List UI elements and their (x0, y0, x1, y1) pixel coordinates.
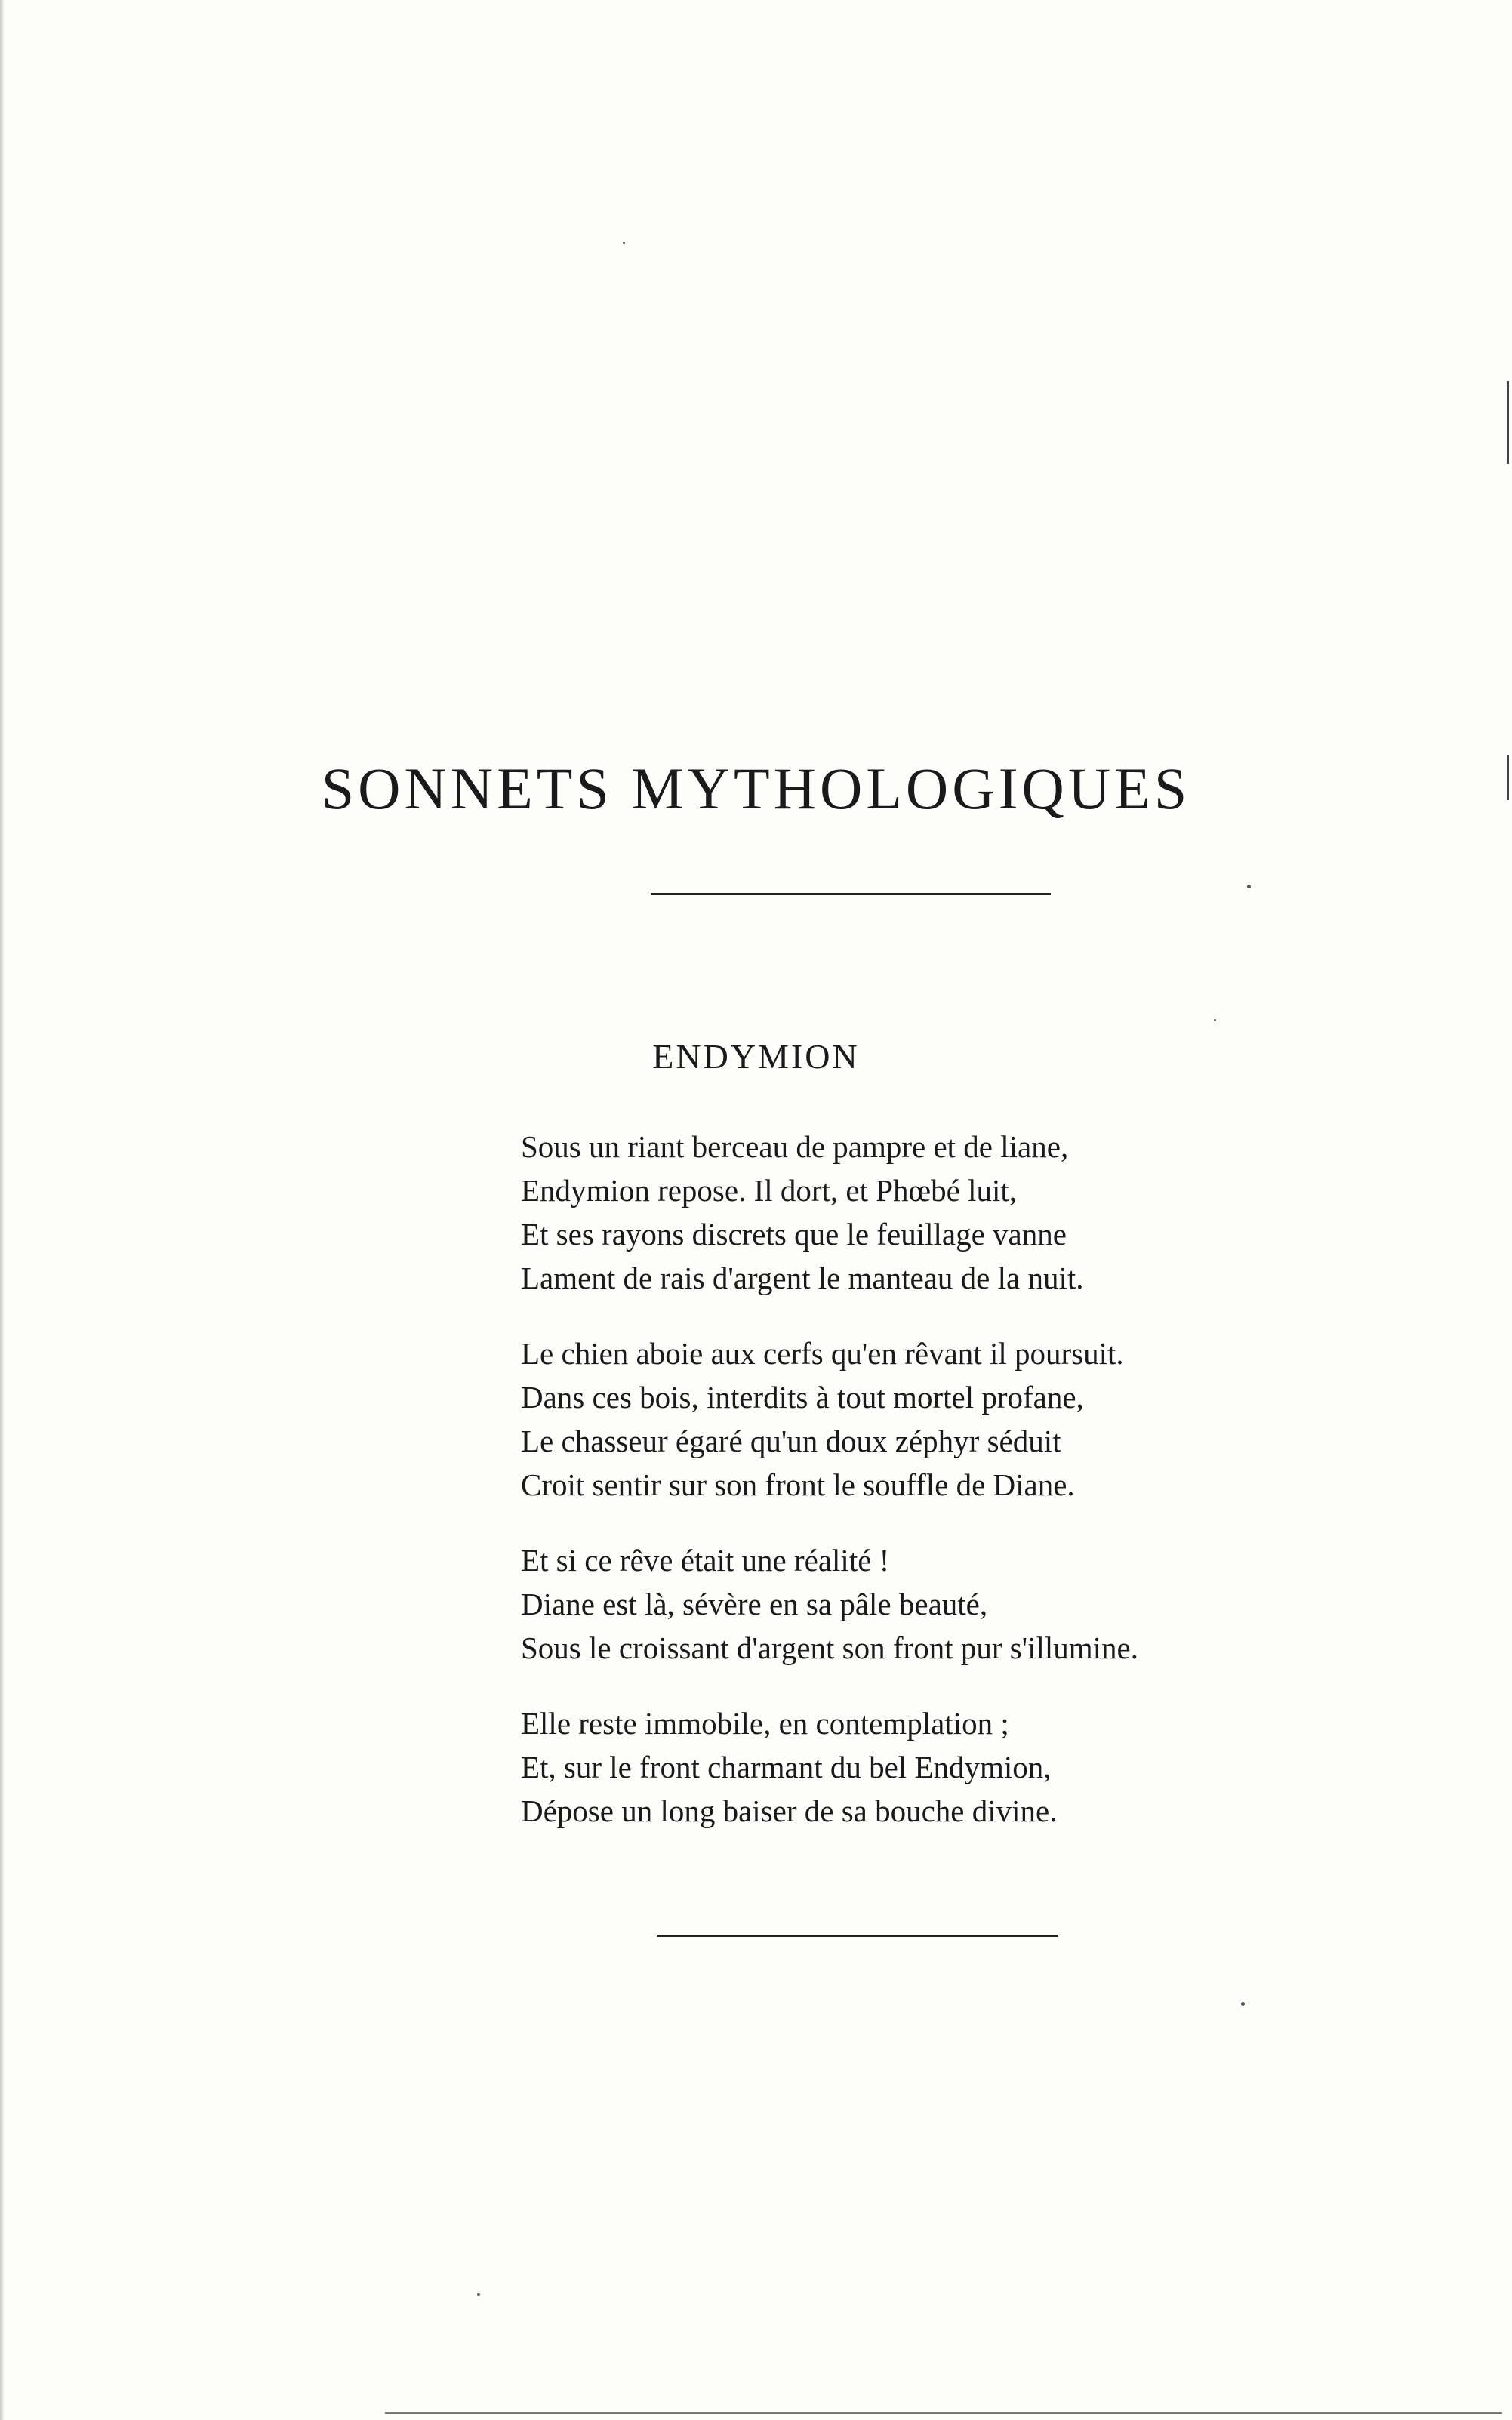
verse-line: Elle reste immobile, en contemplation ; (521, 1706, 1009, 1741)
verse-line: Lament de rais d'argent le manteau de la nuit. (521, 1261, 1084, 1295)
scan-speck (623, 242, 625, 244)
stanza-2 (521, 1332, 1276, 1507)
page-bottom-edge (385, 2412, 1502, 2414)
verse-line: Et, sur le front charmant du bel Endymion, (521, 1750, 1052, 1784)
poem-body (521, 1125, 1276, 1864)
page-edge-shadow (0, 0, 5, 2420)
verse-line: Croit sentir sur son front le souffle de Diane. (521, 1467, 1075, 1502)
scan-speck (1214, 1019, 1216, 1021)
verse-line: Le chasseur égaré qu'un doux zéphyr séduit (521, 1424, 1061, 1458)
scan-speck (1247, 885, 1251, 888)
scan-margin-mark (1507, 381, 1509, 464)
verse-line: Endymion repose. Il dort, et Phœbé luit, (521, 1173, 1018, 1208)
scan-speck (477, 2293, 480, 2296)
verse-line: Sous le croissant d'argent son front pur s'illumine. (521, 1630, 1138, 1665)
stanza-1 (521, 1125, 1276, 1300)
verse-line: Diane est là, sévère en sa pâle beauté, (521, 1587, 988, 1621)
stanza-3 (521, 1538, 1276, 1670)
verse-line: Le chien aboie aux cerfs qu'en rêvant il poursuit. (521, 1336, 1124, 1371)
verse-line: Dépose un long baiser de sa bouche divine. (521, 1793, 1058, 1828)
section-title: SONNETS MYTHOLOGIQUES (321, 756, 1191, 821)
verse-line: Et si ce rêve était une réalité ! (521, 1543, 890, 1578)
verse-line: Dans ces bois, interdits à tout mortel profane, (521, 1380, 1084, 1415)
end-divider-rule (657, 1935, 1058, 1937)
title-divider-rule (651, 893, 1051, 895)
stanza-4 (521, 1701, 1276, 1833)
scan-speck (1241, 2002, 1245, 2006)
verse-line: Sous un riant berceau de pampre et de liane, (521, 1129, 1069, 1164)
verse-line: Et ses rayons discrets que le feuillage vanne (521, 1217, 1067, 1252)
poem-title: ENDYMION (652, 1037, 860, 1076)
